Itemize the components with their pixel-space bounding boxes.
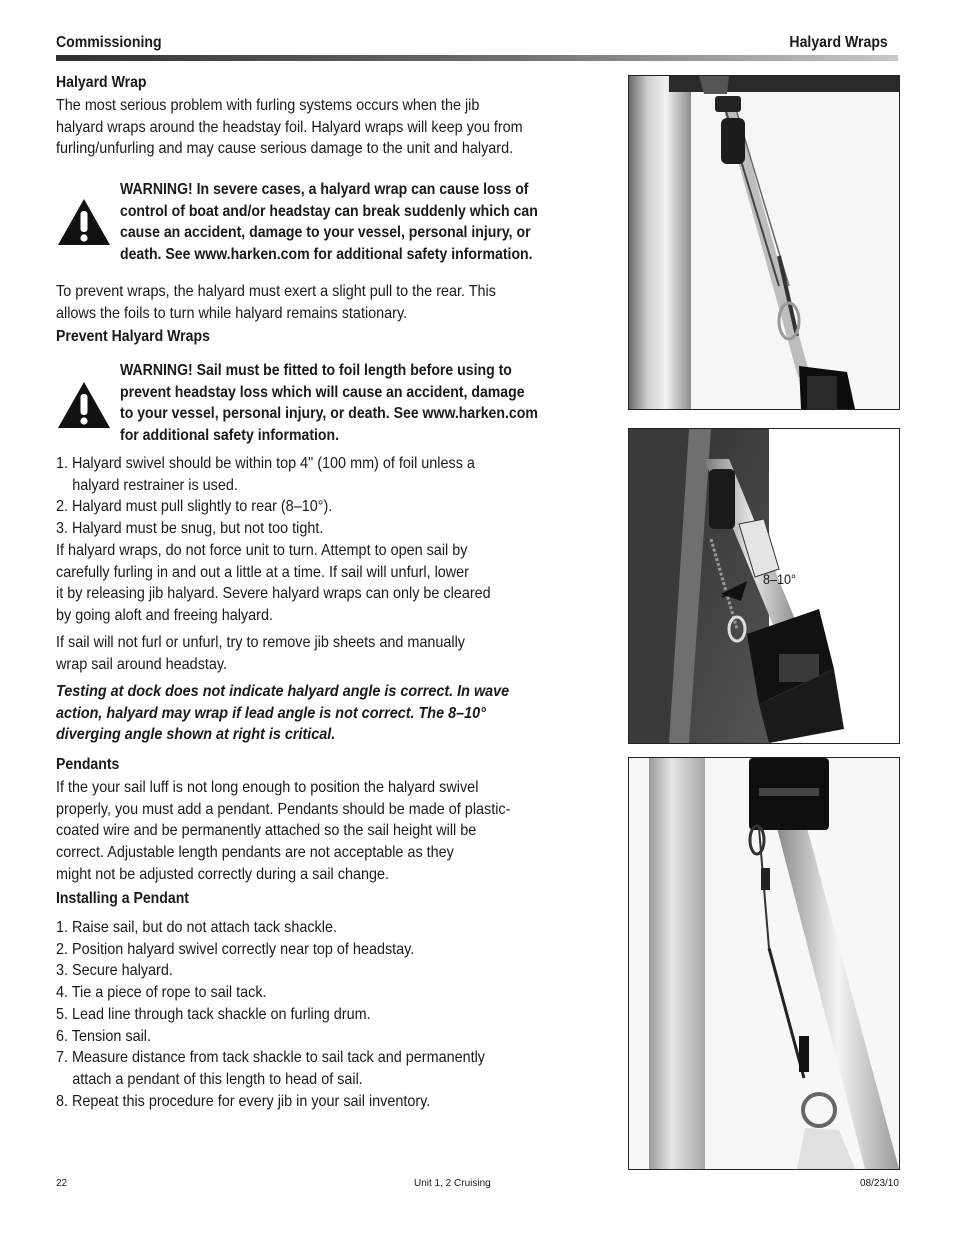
warning-icon [56, 380, 112, 430]
heading-pendants: Pendants [56, 756, 120, 773]
document-date: 08/23/10 [860, 1178, 899, 1189]
dock-testing-note: Testing at dock does not indicate halyard angle is correct. In wave action, halyard may wrap if lead angle is not correct. The 8–10° diverging angle shown at right is critical. [56, 683, 510, 744]
photo-halyard-angle [628, 428, 900, 744]
heading-installing-pendant: Installing a Pendant [56, 890, 190, 907]
prevent-steps: 1. Halyard swivel should be within top 4" (100 mm) of foil unless a halyard restrainer is used. 2. Halyard must pull slightly to rear (8–10°). 3. Halyard must be snug, but not too tight. If halyard wraps, do not force unit to turn. Attempt to open sail by carefully furling in and out a little at a time. If sail will unfurl, lower it by releasing jib halyard. Severe halyard wraps can only be cleared by going aloft and freeing halyard. [56, 455, 491, 624]
page-number: 22 [56, 1178, 68, 1189]
heading-prevent-halyard-wraps: Prevent Halyard Wraps [56, 328, 210, 345]
angle-label: 8–10° [763, 571, 797, 587]
heading-halyard-wrap: Halyard Wrap [56, 74, 147, 91]
prevent-wraps-text: To prevent wraps, the halyard must exert a slight pull to the rear. This allows the foils to turn while halyard remains stationary. [56, 283, 496, 322]
unfurl-text: If sail will not furl or unfurl, try to remove jib sheets and manually wrap sail around headstay. [56, 634, 465, 673]
photo-pendant [628, 757, 900, 1170]
installing-steps: 1. Raise sail, but do not attach tack shackle. 2. Position halyard swivel correctly near top of headstay. 3. Secure halyard. 4. Tie a piece of rope to sail tack. 5. Lead line through tack shackle on furling drum. 6. Tension sail. 7. Measure distance from tack shackle to sail tack and permanently attach a pendant of this length to head of sail. 8. Repeat this procedure for every jib in your sail inventory. [56, 919, 486, 1110]
warning-icon [56, 197, 112, 247]
topic-title: Halyard Wraps [789, 34, 888, 51]
section-title: Commissioning [56, 34, 162, 51]
photo-halyard-swivel [628, 75, 900, 410]
warning-foil-length: WARNING! Sail must be fitted to foil length before using to prevent headstay loss which will cause an accident, damage to your vessel, personal injury, or death. See www.harken.com for additional safety information. [120, 362, 538, 445]
pendants-text: If the your sail luff is not long enough to position the halyard swivel properly, you must add a pendant. Pendants should be made of plastic- coated wire and be permanently attached so the sail height will be correct. Adjustable length pendants are not acceptable as they might not be adjusted correctly during a sail change. [56, 779, 511, 883]
unit-name: Unit 1, 2 Cruising [414, 1178, 491, 1189]
warning-halyard-wrap: WARNING! In severe cases, a halyard wrap can cause loss of control of boat and/or headstay can break suddenly which can cause an accident, damage to your vessel, personal injury, or death. See www.harken.com for additional safety information. [120, 181, 538, 264]
header-rule [56, 55, 898, 61]
intro-text: The most serious problem with furling systems occurs when the jib halyard wraps around the headstay foil. Halyard wraps will keep you from furling/unfurling and may cause serious damage to the unit and halyard. [56, 97, 523, 158]
